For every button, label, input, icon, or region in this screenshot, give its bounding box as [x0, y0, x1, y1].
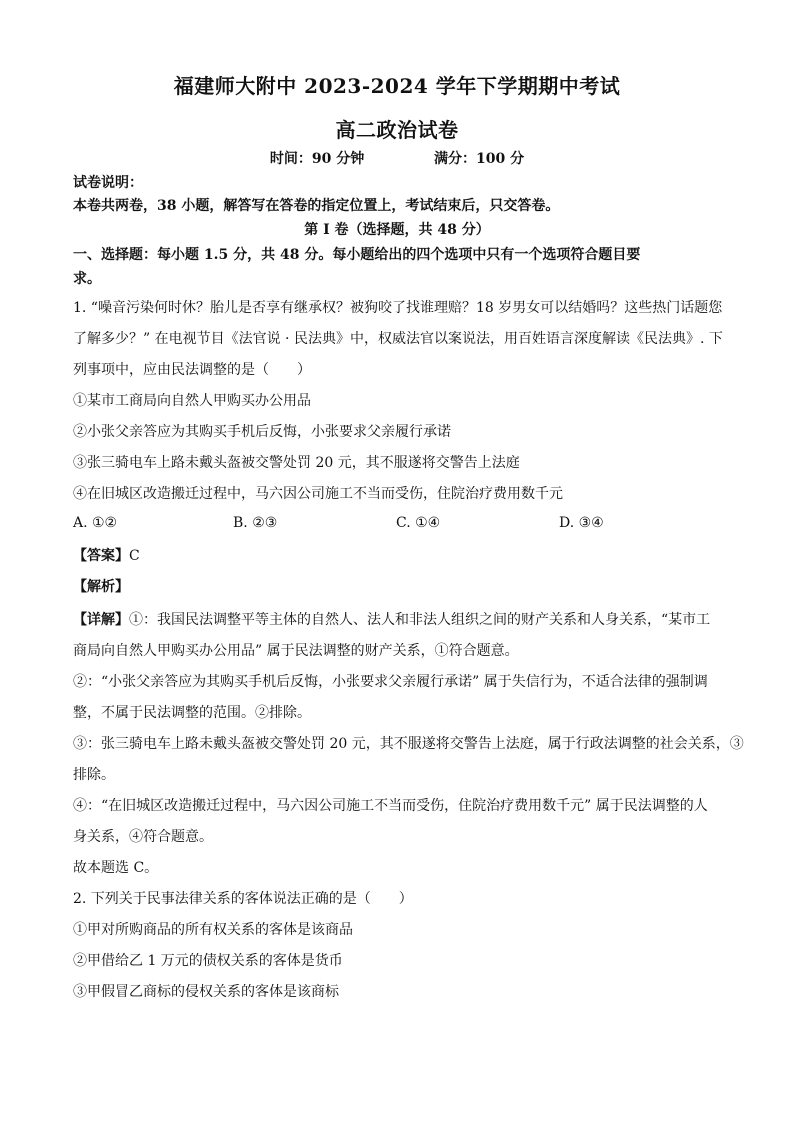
detail-text: ①：我国民法调整平等主体的自然人、法人和非法人组织之间的财产关系和人身关系，“某市工 [129, 612, 711, 628]
analysis-label: 【解析】 [73, 579, 129, 595]
q1-stem-line2: 了解多少？” 在电视节目《法官说 · 民法典》中，权威法官以案说法，用百姓语言深度解读《民法典》. 下 [73, 331, 723, 347]
q1-detail-line: 身关系，④符合题意。 [73, 829, 213, 845]
q1-detail-line: 排除。 [73, 767, 115, 783]
q1-item: ①某市工商局向自然人甲购买办公用品 [73, 393, 311, 409]
exam-score: 满分：100 分 [434, 151, 525, 167]
q2-item: ①甲对所购商品的所有权关系的客体是该商品 [73, 922, 353, 938]
option-a: A. ①② [73, 515, 118, 531]
q2-item: ②甲借给乙 1 万元的债权关系的客体是货币 [73, 953, 343, 969]
q1-detail-line: 故本题选 C。 [73, 860, 159, 876]
q1-item: ③张三骑电车上路未戴头盔被交警处罚 20 元，其不服遂将交警告上法庭 [73, 455, 520, 471]
q1-detail-line: 商局向自然人甲购买办公用品” 属于民法调整的财产关系，①符合题意。 [73, 643, 519, 659]
q1-detail-line [73, 610, 723, 630]
q2-stem-line1: 2. 下列关于民事法律关系的客体说法正确的是（ ） [73, 891, 413, 907]
option-d: D. ③④ [559, 515, 604, 531]
exam-time: 时间：90 分钟 [269, 151, 365, 167]
exam-meta [0, 148, 794, 168]
instructions-text: 本卷共两卷，38 小题，解答写在答卷的指定位置上，考试结束后，只交答卷。 [73, 198, 560, 214]
option-b: B. ②③ [233, 515, 278, 531]
section-intro-line2: 求。 [73, 271, 101, 287]
q1-item: ④在旧城区改造搬迁过程中，马六因公司施工不当而受伤，住院治疗费用数千元 [73, 486, 563, 502]
q1-answer [73, 546, 723, 566]
detail-label: 【详解】 [73, 612, 129, 628]
section-heading: 第 I 卷（选择题，共 48 分） [304, 222, 490, 238]
instructions-heading: 试卷说明： [73, 175, 143, 191]
q1-detail-line: ④：“在旧城区改造搬迁过程中，马六因公司施工不当而受伤，住院治疗费用数千元” 属于民法调整的人 [73, 798, 708, 814]
q1-detail-line: 整，不属于民法调整的范围。②排除。 [73, 705, 311, 721]
section-intro-line1: 一、选择题：每小题 1.5 分，共 48 分。每小题给出的四个选项中只有一个选项符合题目要 [73, 247, 641, 263]
q1-stem-line3: 列事项中，应由民法调整的是（ ） [73, 362, 311, 378]
q1-stem-line1: 1. “噪音污染何时休？胎儿是否享有继承权？被狗咬了找谁理赔？18 岁男女可以结婚吗？这些热门话题您 [73, 300, 723, 316]
q1-item: ②小张父亲答应为其购买手机后反悔，小张要求父亲履行承诺 [73, 424, 451, 440]
q1-detail-line: ③：张三骑电车上路未戴头盔被交警处罚 20 元，其不服遂将交警告上法庭，属于行政法调整的社会关系，③ [73, 736, 744, 752]
option-c: C. ①④ [396, 515, 441, 531]
q1-detail-line: ②：“小张父亲答应为其购买手机后反悔，小张要求父亲履行承诺” 属于失信行为，不适合法律的强制调 [73, 674, 708, 690]
q1-options [73, 515, 723, 535]
answer-value: C [129, 548, 140, 564]
exam-subtitle: 高二政治试卷 [335, 118, 459, 142]
q2-item: ③甲假冒乙商标的侵权关系的客体是该商标 [73, 984, 339, 1000]
exam-title: 福建师大附中 2023-2024 学年下学期期中考试 [173, 74, 621, 98]
answer-label: 【答案】 [73, 548, 129, 564]
